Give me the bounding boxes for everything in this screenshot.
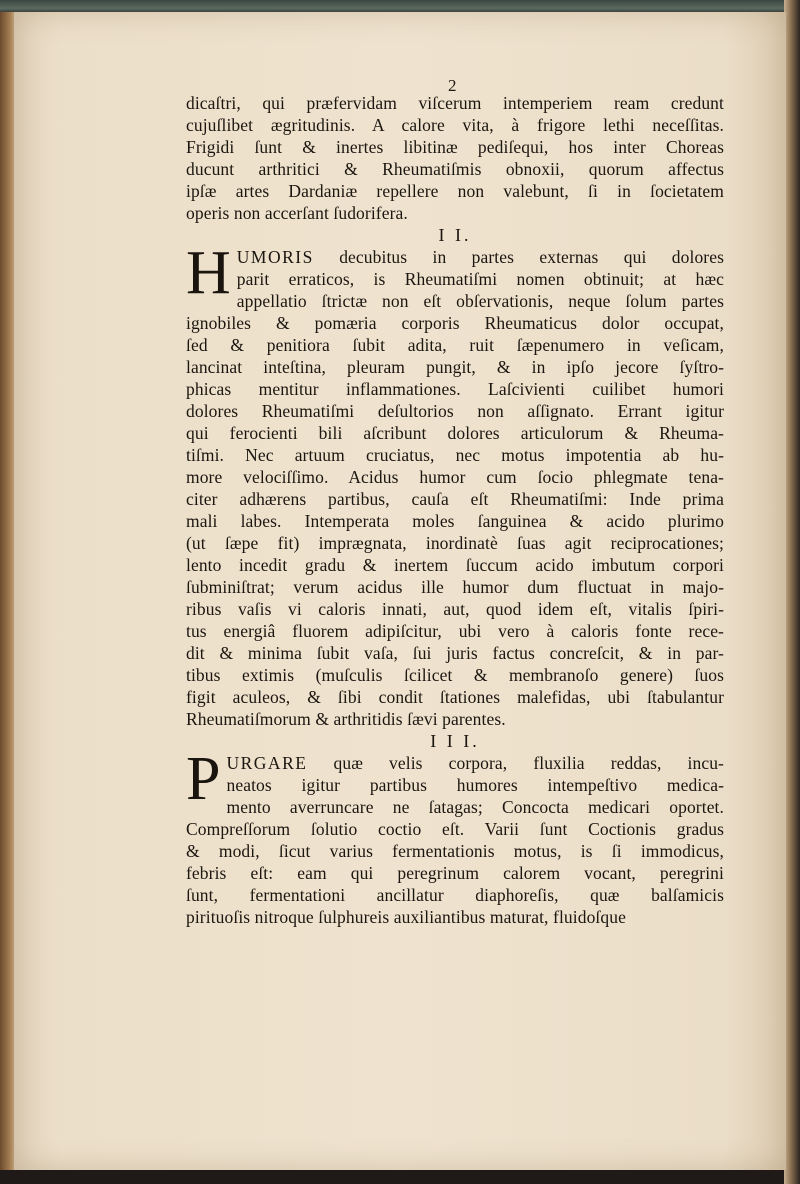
text-line: pirituoſis nitroque ſulphureis auxiliantibus maturat, fluidoſque	[186, 907, 626, 927]
text-line: Frigidi ſunt & inertes libitinæ pediſequi, hos inter Choreas	[186, 137, 724, 157]
text-line: operis non accerſant ſudorifera.	[186, 203, 408, 223]
text-line: & modi, ſicut varius fermentationis motus, is ſi immodicus,	[186, 841, 724, 861]
paragraph-1	[186, 92, 724, 224]
text-line: lancinat inteſtina, pleuram pungit, & in ipſo jecore ſyſtro-	[186, 357, 724, 377]
text-line: (ut ſæpe fit) imprægnata, inordinatè ſuas agit reciprocationes;	[186, 533, 724, 553]
text-line: Compreſſorum ſolutio coctio eſt. Varii ſunt Coctionis gradus	[186, 819, 724, 839]
text-line: dit & minima ſubit vaſa, ſui juris factus concreſcit, & in par-	[186, 643, 724, 663]
text-line: tus energiâ fluorem adipiſcitur, ubi vero à caloris fonte rece-	[186, 621, 724, 641]
text-line: dolores Rheumatiſmi deſultorios non aſſignato. Errant igitur	[186, 401, 724, 421]
text-line: ſubminiſtrat; verum acidus ille humor dum fluctuat in majo-	[186, 577, 724, 597]
text-line	[186, 752, 724, 774]
text-line: ribus vaſis vi caloris innati, aut, quod idem eſt, vitalis ſpiri-	[186, 599, 724, 619]
lead-word: URGARE	[226, 753, 308, 773]
text-line: cujuſlibet ægritudinis. A calore vita, à frigore lethi neceſſitas.	[186, 115, 724, 135]
section-heading-3: I I I.	[430, 731, 480, 751]
text-line: parit erraticos, is Rheumatiſmi nomen obtinuit; at hæc	[236, 269, 724, 289]
text-line: neatos igitur partibus humores intempeſtivo medica-	[226, 775, 724, 795]
text-line: citer adhærens partibus, cauſa eſt Rheumatiſmi: Inde prima	[186, 489, 724, 509]
text-line: figit aculeos, & ſibi condit ſtationes malefidas, ubi ſtabulantur	[186, 687, 724, 707]
section-3-paragraph	[186, 745, 724, 928]
text-line: ſed & penitiora ſubit adita, ruit ſæpenumero in veſicam,	[186, 335, 724, 355]
page-number: 2	[448, 76, 457, 95]
text-line: febris eſt: eam qui peregrinum calorem vocant, peregrini	[186, 863, 724, 883]
text-line: mali labes. Intemperata moles ſanguinea & acido plurimo	[186, 511, 724, 531]
text-line: qui ferocienti bili aſcribunt dolores articulorum & Rheuma-	[186, 423, 724, 443]
text-line: appellatio ſtrictæ non eſt obſervationis, neque ſolum partes	[236, 291, 724, 311]
text-line: mento averruncare ne ſatagas; Concocta medicari oportet.	[226, 797, 724, 817]
text-line: tibus extimis (muſculis ſcilicet & membranoſo genere) ſuos	[186, 665, 724, 685]
line-text: decubitus in partes externas qui dolores	[313, 247, 724, 267]
text-line: ipſæ artes Dardaniæ repellere non valebunt, ſi in ſocietatem	[186, 181, 724, 201]
text-line: more velociſſimo. Acidus humor cum ſocio phlegmate tena-	[186, 467, 724, 487]
text-line: ducunt arthritici & Rheumatiſmis obnoxii, quorum affectus	[186, 159, 724, 179]
section-2-paragraph	[186, 239, 724, 730]
text-line: tiſmi. Nec artuum cruciatus, nec motus impotentia ab hu-	[186, 445, 724, 465]
line-text: quæ velis corpora, fluxilia reddas, incu-	[307, 753, 724, 773]
text-line: phicas mentitur inflammationes. Laſcivienti cuilibet humori	[186, 379, 724, 399]
text-line: Rheumatiſmorum & arthritidis ſævi parentes.	[186, 709, 506, 729]
lead-word: UMORIS	[236, 247, 314, 267]
drop-cap-p: P	[186, 745, 221, 813]
text-line: ignobiles & pomæria corporis Rheumaticus dolor occupat,	[186, 313, 724, 333]
text-line: lento incedit gradu & inertem ſuccum acido imbutum corpori	[186, 555, 724, 575]
section-heading-2: I I.	[438, 225, 472, 245]
book-fore-edge	[784, 0, 800, 1184]
body-text	[186, 92, 724, 928]
text-line	[186, 246, 724, 268]
drop-cap-h: H	[186, 239, 231, 307]
text-line: dicaſtri, qui præfervidam viſcerum intemperiem ream credunt	[186, 93, 724, 113]
text-line: ſunt, fermentationi ancillatur diaphoreſis, quæ balſamicis	[186, 885, 724, 905]
